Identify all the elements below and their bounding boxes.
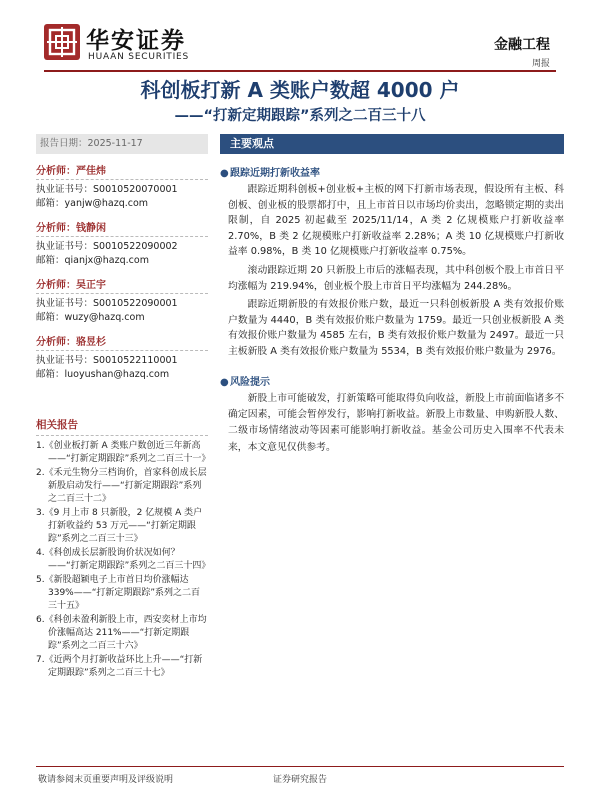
subsection-heading [220,373,564,388]
analyst-name: 分析师：骆昱杉 [36,333,208,351]
related-report-link[interactable]: 6.《科创未盈利新股上市，西安奕材上市均价涨幅高达 211%——“打新定期跟踪”系列之二百三十六》 [36,615,207,651]
analyst-email[interactable]: 邮箱：luoyushan@hazq.com [36,368,170,380]
analyst-name: 分析师：吴正宇 [36,276,208,294]
related-report-link[interactable]: 2.《禾元生物分三档询价，首家科创成长层新股启动发行——“打新定期跟踪”系列之二百三十二》 [36,468,207,504]
header-divider [44,70,556,72]
risk-paragraph: 新股上市可能破发，打新策略可能取得负向收益，新股上市前面临诸多不确定因素，可能会暂停发行，影响打新收益。新股上市数量、申购新股人数、二级市场情绪波动等因素可能影响打新收益。基金公司历史入围率不代表未来，本文意见仅供参考。 [228,392,564,453]
related-report-link[interactable]: 7.《近两个月打新收益环比上升——“打新定期跟踪”系列之二百三十七》 [36,655,203,678]
report-type-label: 周报 [531,59,550,69]
analyst-card [36,219,208,267]
analyst-cert: 执业证书号：S0010520070001 [36,184,178,195]
analyst-email[interactable]: 邮箱：wuzy@hazq.com [36,311,145,323]
footer-center-label: 证券研究报告 [272,775,327,785]
related-report-link[interactable]: 5.《新股超颖电子上市首日均价涨幅达 339%——“打新定期跟踪”系列之二百三十五》 [36,575,201,611]
bullet-icon: ● [220,168,229,179]
subsection-heading-text: 风险提示 [230,376,270,388]
analyst-card [36,162,208,210]
report-title: 科创板打新 A 类账户数超 4000 户 [140,78,460,102]
brand-name: 华安证券 [86,27,186,54]
brand-name-english: HUAAN SECURITIES [88,52,190,62]
analyst-card [36,276,208,324]
report-subtitle: ——“打新定期跟踪”系列之二百三十八 [174,108,426,124]
related-reports-heading: 相关报告 [36,417,208,436]
main-content [220,134,564,459]
related-report-link[interactable]: 4.《科创成长层新股询价状况如何？——“打新定期跟踪”系列之二百三十四》 [36,548,211,571]
analyst-name: 分析师：严佳炜 [36,162,208,180]
sidebar [36,134,211,681]
related-report-link[interactable]: 3.《9 月上市 8 只新股，2 亿规模 A 类户打新收益约 53 万元——“打新定期跟踪”系列之二百三十三》 [36,508,203,544]
analyst-card [36,333,208,381]
analyst-email[interactable]: 邮箱：yanjw@hazq.com [36,197,149,209]
subsection-heading [220,164,564,179]
industry-label: 金融工程 [494,37,550,53]
huaan-logo-icon [44,24,80,60]
footer-disclaimer: 敬请参阅末页重要声明及评级说明 [38,775,174,785]
analyst-cert: 执业证书号：S0010522090001 [36,298,178,309]
paragraph: 跟踪近期科创板+创业板+主板的网下打新市场表现，假设所有主板、科创板、创业板的股票都打中，且上市首日以市场均价卖出，忽略锁定期的卖出限制，自 2025 初起截至 2025/11/14，A 类 2 亿规模账户打新收益率 2.70%，B 类 2 亿规模账户打新收益率 2.28%；A 类 10 亿规模账户打新收益率 0.98%，B 类 10 亿规模账户打新收益率 0.75%。 [228,184,564,258]
section-title: 主要观点 [220,134,564,154]
analyst-email[interactable]: 邮箱：qianjx@hazq.com [36,254,149,266]
subsection-heading-text: 跟踪近期打新收益率 [230,168,320,179]
paragraph: 跟踪近期新股的有效报价账户数，最近一只科创板新股 A 类有效报价账户数量为 4440，B 类有效报价账户数量为 1759。最近一只创业板新股 A 类有效报价账户数量为 4585 左右，B 类有效报价账户数量为 2497。最近一只主板新股 A 类有效报价账户数量为 5534，B 类有效报价账户数量为 2976。 [228,299,564,357]
report-date: 报告日期：2025-11-17 [36,134,208,154]
page-header [0,0,600,68]
analyst-name: 分析师：钱静闲 [36,219,208,237]
analyst-cert: 执业证书号：S0010522110001 [36,355,178,366]
footer-divider [36,766,564,767]
analyst-cert: 执业证书号：S0010522090002 [36,241,178,252]
paragraph: 滚动跟踪近期 20 只新股上市后的涨幅表现，其中科创板个股上市首日平均涨幅为 219.94%，创业板个股上市首日平均涨幅为 244.28%。 [228,264,564,292]
related-report-link[interactable]: 1.《创业板打新 A 类账户数创近三年新高——“打新定期跟踪”系列之二百三十一》 [36,441,211,464]
bullet-icon: ● [220,376,229,388]
